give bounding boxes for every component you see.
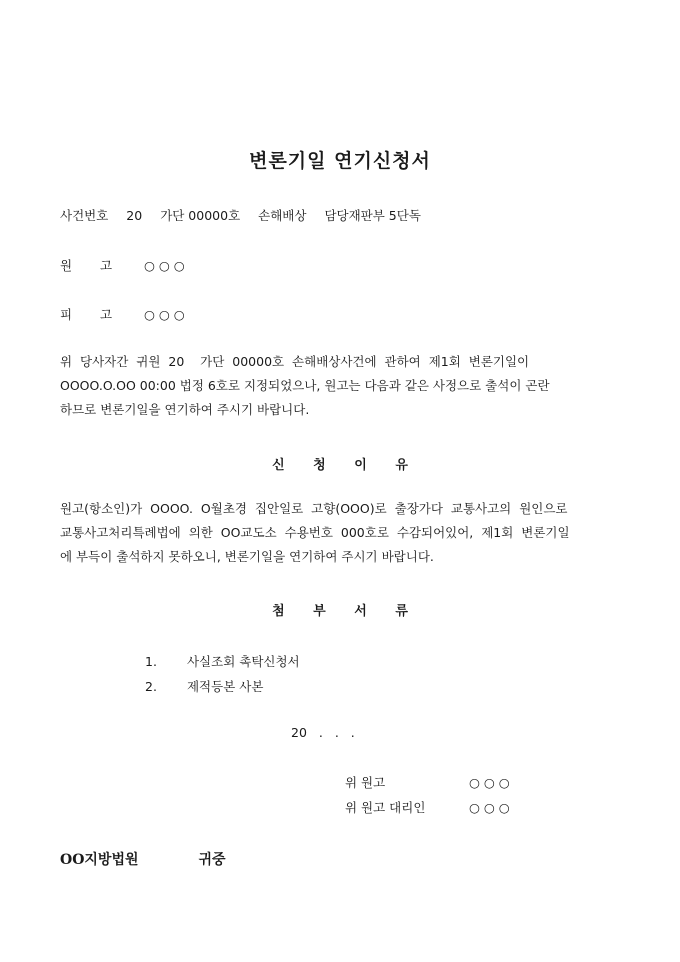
request-line-2: OOOO.O.OO 00:00 법정 6호로 지정되었으나, 원고는 다음과 같은 사정으로 출석이 곤란 bbox=[60, 378, 550, 393]
attachments-heading: 첨 부 서 류 bbox=[272, 604, 408, 619]
case-info-line bbox=[60, 206, 435, 224]
attachment-number: 2. bbox=[145, 679, 157, 694]
request-paragraph bbox=[60, 350, 620, 422]
attachment-text: 제적등본 사본 bbox=[186, 679, 264, 694]
defendant-label: 피 고 bbox=[60, 307, 113, 322]
signature-name: ○ ○ ○ bbox=[468, 775, 510, 790]
document-title: 변론기일 연기신청서 bbox=[249, 150, 431, 172]
defendant-line bbox=[60, 305, 185, 323]
date-line: 20 . . . bbox=[291, 725, 355, 740]
case-number-label: 사건번호 bbox=[60, 208, 109, 223]
case-number: 가단 00000호 bbox=[160, 208, 241, 223]
signature-role: 위 원고 bbox=[345, 775, 386, 790]
defendant-name: ○ ○ ○ bbox=[143, 307, 185, 322]
case-division: 담당재판부 5단독 bbox=[324, 208, 421, 223]
signature-line bbox=[345, 773, 510, 791]
reason-heading: 신 청 이 유 bbox=[272, 458, 408, 473]
attachment-text: 사실조회 촉탁신청서 bbox=[186, 654, 300, 669]
court-name: OO지방법원 bbox=[60, 852, 139, 868]
plaintiff-name: ○ ○ ○ bbox=[143, 258, 185, 273]
request-line-3: 하므로 변론기일을 연기하여 주시기 바랍니다. bbox=[60, 402, 310, 417]
reason-paragraph bbox=[60, 497, 620, 569]
case-year: 20 bbox=[126, 208, 143, 223]
attachment-item bbox=[145, 652, 300, 670]
attachment-item bbox=[145, 677, 263, 695]
signature-name: ○ ○ ○ bbox=[468, 800, 510, 815]
court-suffix: 귀중 bbox=[198, 852, 226, 868]
plaintiff-line bbox=[60, 256, 185, 274]
reason-line-1: 원고(항소인)가 OOOO. O월초경 집안일로 고향(OOO)로 출장가다 교통사고의 원인으로 bbox=[60, 501, 568, 516]
signature-role: 위 원고 대리인 bbox=[345, 800, 426, 815]
signature-line bbox=[345, 798, 510, 816]
request-line-1: 위 당사자간 귀원 20 가단 00000호 손해배상사건에 관하여 제1회 변론기일이 bbox=[60, 354, 530, 369]
court-addressee bbox=[60, 849, 226, 869]
plaintiff-label: 원 고 bbox=[60, 258, 113, 273]
case-name: 손해배상 bbox=[258, 208, 307, 223]
reason-line-2: 교통사고처리특례법에 의한 OO교도소 수용번호 000호로 수감되어있어, 제1회 변론기일 bbox=[60, 525, 570, 540]
attachment-number: 1. bbox=[145, 654, 157, 669]
reason-line-3: 에 부득이 출석하지 못하오니, 변론기일을 연기하여 주시기 바랍니다. bbox=[60, 549, 434, 564]
